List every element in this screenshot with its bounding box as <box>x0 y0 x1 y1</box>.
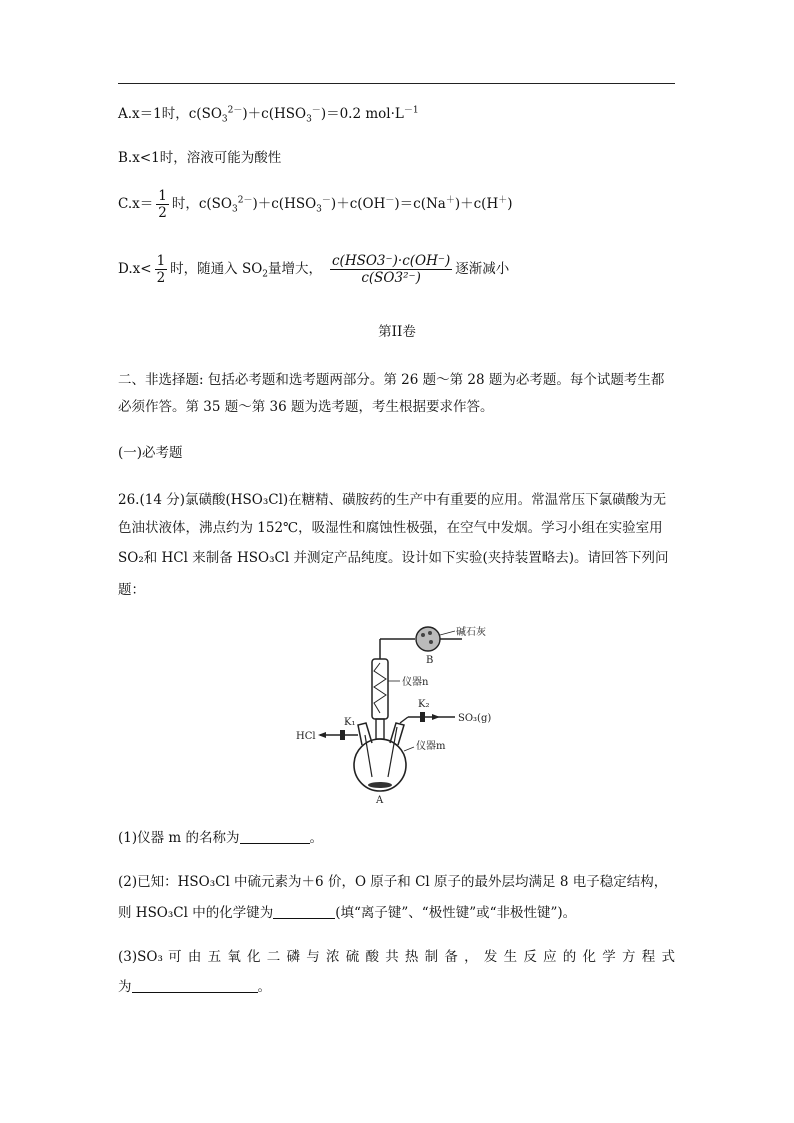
subscript: 3 <box>232 204 238 215</box>
option-c-text: ) <box>507 196 513 212</box>
label-k1: K₁ <box>344 717 356 728</box>
punctuation: 。 <box>257 979 271 995</box>
option-b: B.x<1时，溶液可能为酸性 <box>118 150 282 166</box>
sub-question-2-line-1: (2)已知：HSO₃Cl 中硫元素为＋6 价，O 原子和 Cl 原子的最外层均满足 8 电子稳定结构， <box>118 874 668 890</box>
option-d-lead: D.x< <box>118 261 152 277</box>
option-d-text: 量增大， <box>268 261 322 277</box>
option-c-text: 时，c(SO <box>171 196 233 212</box>
q26-line-2: 色油状液体，沸点约为 152℃，吸湿性和腐蚀性极强，在空气中发烟。学习小组在实验室用 <box>118 520 663 536</box>
apparatus-figure <box>290 625 510 805</box>
numerator: 1 <box>156 253 166 269</box>
q26-line-4: 题： <box>118 582 145 598</box>
option-a-lead: A.x＝1时， <box>118 106 189 122</box>
answer-blank-1[interactable] <box>240 830 310 844</box>
drying-tube-b <box>416 627 440 651</box>
leader-soda-lime <box>440 631 455 635</box>
superscript: 2－ <box>237 195 253 206</box>
leader-m <box>404 747 414 751</box>
label-so3: SO₃(g) <box>458 713 492 724</box>
fraction-half <box>156 188 169 221</box>
sub-question-3-line-2 <box>118 977 271 997</box>
answer-blank-3[interactable] <box>132 979 258 993</box>
label-soda-lime: 碱石灰 <box>456 627 486 638</box>
answer-blank-2[interactable] <box>273 905 335 919</box>
granule <box>421 633 425 637</box>
condenser-coil <box>374 663 386 713</box>
sub-question-3-line-1: (3)SO₃ 可 由 五 氧 化 二 磷 与 浓 硫 酸 共 热 制 备 ， 发 生 反 应 的 化 学 方 程 式 <box>118 949 675 965</box>
granule <box>429 640 433 644</box>
option-c <box>118 188 513 221</box>
subscript: 3 <box>316 204 322 215</box>
part2-line-2: 必须作答。第 35 题～第 36 题为选考题，考生根据要求作答。 <box>118 399 494 415</box>
sub-question-2-text: 则 HSO₃Cl 中的化学键为 <box>118 905 274 921</box>
sub-question-1 <box>118 828 323 848</box>
option-c-lead: C.x＝ <box>118 196 154 212</box>
sub-question-3-text: 为 <box>118 979 132 995</box>
granule <box>428 631 432 635</box>
superscript: － <box>385 195 395 206</box>
label-instrument-n: 仪器n <box>402 677 429 688</box>
superscript: ＋ <box>445 195 455 206</box>
option-c-text: )＋c(OH <box>330 196 386 212</box>
concentration-ratio <box>330 253 452 286</box>
option-d-text: 时，随通入 SO <box>170 261 263 277</box>
numerator: 1 <box>158 188 167 204</box>
center-neck <box>376 719 384 739</box>
label-hcl: HCl <box>296 731 316 742</box>
required-label: (一)必考题 <box>118 445 183 461</box>
superscript: － <box>321 195 331 206</box>
option-a-text: )＋c(HSO <box>242 106 307 122</box>
denominator: 2 <box>156 270 166 286</box>
option-c-text: )＝c(Na <box>394 196 446 212</box>
option-c-text: )＋c(H <box>454 196 499 212</box>
so3-arrow-icon <box>432 714 440 720</box>
section-title: 第II卷 <box>378 324 416 340</box>
superscript: －1 <box>403 105 419 116</box>
fraction-half <box>155 253 168 286</box>
denominator: 2 <box>158 205 167 221</box>
so3-elbow <box>400 717 408 723</box>
sub-question-2-line-2 <box>118 903 576 923</box>
label-instrument-m: 仪器m <box>416 741 446 752</box>
punctuation: 。 <box>309 830 324 846</box>
hcl-arrow-icon <box>318 732 326 738</box>
condenser-n <box>372 659 388 719</box>
option-d <box>118 253 509 286</box>
label-k2: K₂ <box>418 699 430 710</box>
option-c-text: )＋c(HSO <box>252 196 317 212</box>
subscript: 3 <box>221 114 228 125</box>
apparatus-diagram <box>290 625 510 805</box>
label-a: A <box>376 795 384 805</box>
valve-k1-icon <box>340 730 345 740</box>
option-d-text: 逐渐减小 <box>455 261 510 277</box>
sub-question-1-text: (1)仪器 m 的名称为 <box>118 830 240 846</box>
part2-line-1: 二、非选择题: 包括必考题和选考题两部分。第 26 题～第 28 题为必考题。每个试题考生都 <box>118 372 665 388</box>
ratio-denominator: c(SO3²⁻) <box>330 269 452 286</box>
subscript: 3 <box>306 114 312 125</box>
valve-k2-icon <box>420 712 425 722</box>
option-a-text: c(SO <box>188 106 222 122</box>
option-a-text: )＝0.2 mol·L <box>320 106 404 122</box>
superscript: － <box>311 105 321 116</box>
q26-line-3: SO₂和 HCl 来制备 HSO₃Cl 并测定产品纯度。设计如下实验(夹持装置略去)。请回答下列问 <box>118 550 669 566</box>
subscript: 2 <box>262 269 268 280</box>
ratio-numerator: c(HSO3⁻)·c(OH⁻) <box>332 253 451 269</box>
sub-question-2-hint: (填“离子键”、“极性键”或“非极性键”)。 <box>335 905 577 921</box>
option-a <box>118 104 419 124</box>
superscript: 2－ <box>227 105 243 116</box>
superscript: ＋ <box>498 195 508 206</box>
q26-line-1: 26.(14 分)氯磺酸(HSO₃Cl)在糖精、磺胺药的生产中有重要的应用。常温常压下氯磺酸为无 <box>118 492 667 508</box>
label-b: B <box>426 655 434 666</box>
header-rule <box>118 83 675 84</box>
stir-bar <box>368 782 392 788</box>
